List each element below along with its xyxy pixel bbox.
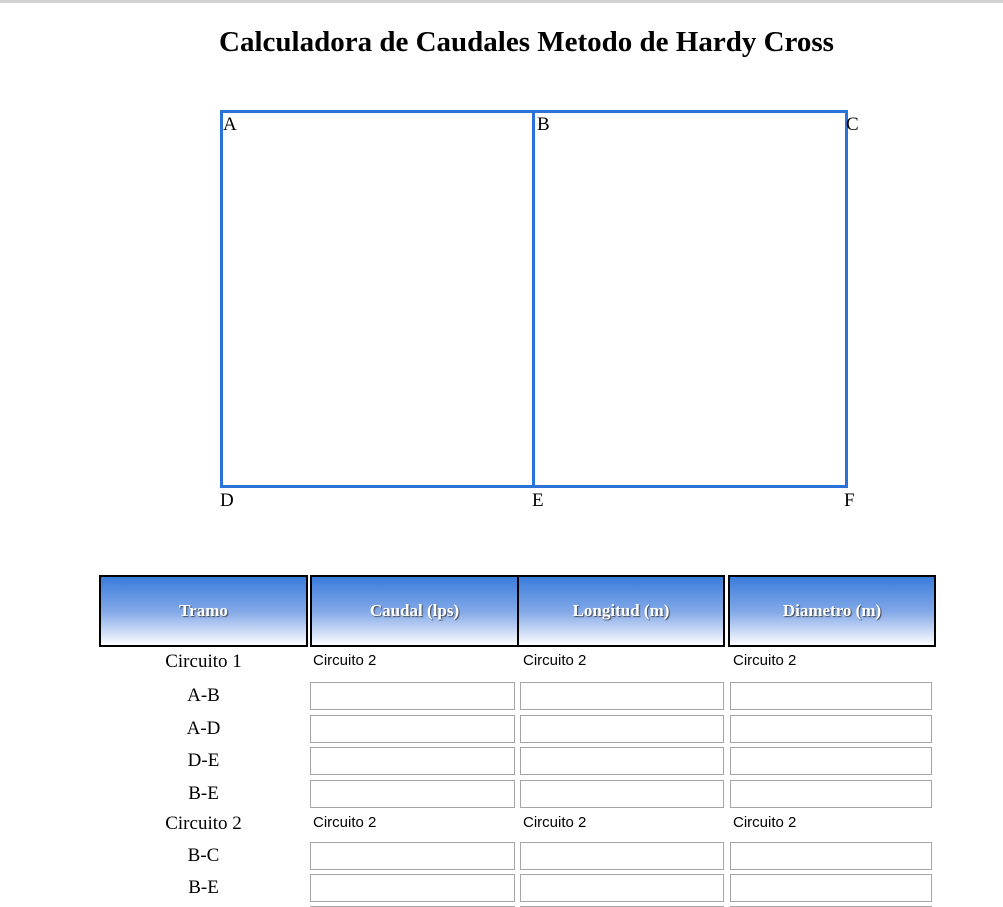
- diametro-input[interactable]: [730, 874, 932, 902]
- tramo-label: B-E: [188, 877, 219, 898]
- page-title: Calculadora de Caudales Metodo de Hardy Cross: [219, 26, 834, 58]
- longitud-input[interactable]: [520, 842, 724, 870]
- column-header-longitud: [517, 575, 725, 647]
- tramo-label: B-E: [188, 783, 219, 804]
- diametro-input[interactable]: [730, 780, 932, 808]
- circuit-column-label-longitud: Circuito 2: [523, 814, 587, 831]
- longitud-input[interactable]: [520, 780, 724, 808]
- longitud-input[interactable]: [520, 682, 724, 710]
- node-label-f: F: [844, 490, 855, 511]
- caudal-input[interactable]: [310, 842, 515, 870]
- tramo-label: B-C: [187, 845, 220, 866]
- caudal-input[interactable]: [310, 747, 515, 775]
- column-header-tramo: [99, 575, 308, 647]
- circuit-column-label-caudal: Circuito 2: [313, 652, 377, 669]
- circuit-column-label-diametro: Circuito 2: [733, 652, 797, 669]
- diametro-input[interactable]: [730, 842, 932, 870]
- column-header-caudal: [310, 575, 519, 647]
- caudal-input[interactable]: [310, 682, 515, 710]
- tramo-label: A-D: [186, 718, 221, 739]
- node-label-a: A: [223, 114, 237, 135]
- circuit-divider-line: [532, 110, 535, 488]
- caudal-input[interactable]: [310, 874, 515, 902]
- diametro-input[interactable]: [730, 715, 932, 743]
- tramo-label: D-E: [187, 750, 220, 771]
- node-label-b: B: [537, 114, 550, 135]
- column-header-diametro: [728, 575, 936, 647]
- longitud-input[interactable]: [520, 715, 724, 743]
- circuit-column-label-caudal: Circuito 2: [313, 814, 377, 831]
- tramo-label: A-B: [187, 685, 220, 706]
- window-top-edge: [0, 0, 1003, 3]
- node-label-c: C: [846, 114, 859, 135]
- diametro-input[interactable]: [730, 747, 932, 775]
- circuit-column-label-longitud: Circuito 2: [523, 652, 587, 669]
- diametro-input[interactable]: [730, 682, 932, 710]
- circuit-group-label: Circuito 2: [165, 813, 242, 834]
- column-header-label: Tramo: [179, 601, 228, 620]
- caudal-input[interactable]: [310, 780, 515, 808]
- column-header-label: Caudal (lps): [369, 601, 460, 620]
- longitud-input[interactable]: [520, 874, 724, 902]
- caudal-input[interactable]: [310, 715, 515, 743]
- node-label-e: E: [532, 490, 544, 511]
- circuit-column-label-diametro: Circuito 2: [733, 814, 797, 831]
- node-label-d: D: [220, 490, 234, 511]
- circuit-group-label: Circuito 1: [165, 651, 242, 672]
- column-header-label: Longitud (m): [572, 601, 670, 620]
- column-header-label: Diametro (m): [782, 601, 882, 620]
- longitud-input[interactable]: [520, 747, 724, 775]
